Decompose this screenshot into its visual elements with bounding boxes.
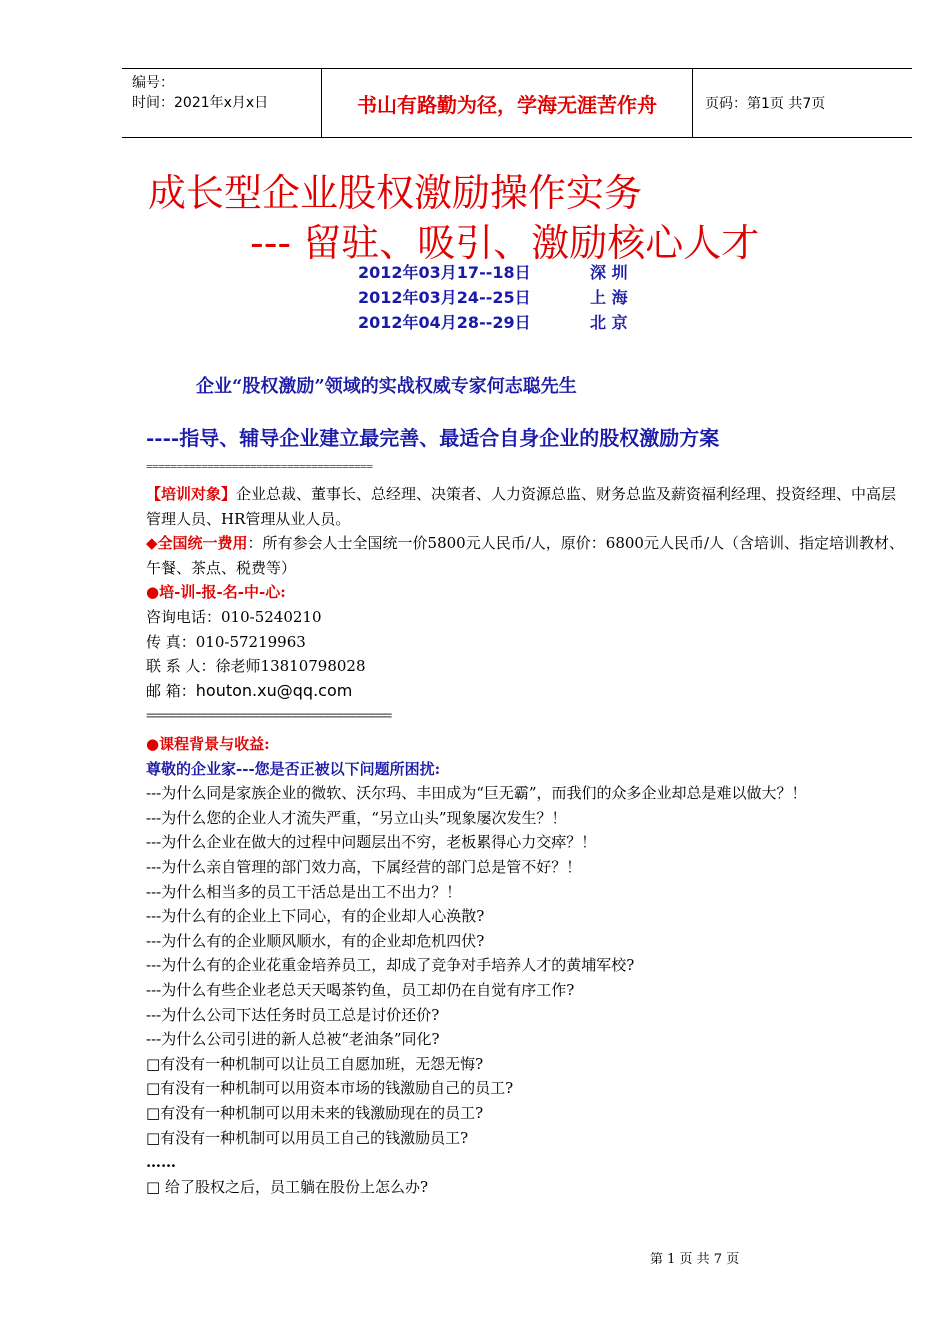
question-item: ---为什么有的企业顺风顺水，有的企业却危机四伏? xyxy=(146,931,485,950)
registration-fax: 传 真：010-57219963 xyxy=(146,632,306,651)
question-item: ---为什么企业在做大的过程中问题层出不穷，老板累得心力交瘁？！ xyxy=(146,833,597,852)
separator-long: ====================================== xyxy=(146,708,391,724)
background-block xyxy=(146,732,906,1199)
check-item: □有没有一种机制可以用员工自己的钱激励员工? xyxy=(146,1128,469,1147)
email-label: 邮 箱： xyxy=(146,681,196,700)
question-item: ---为什么公司引进的新人总被“老油条”同化? xyxy=(146,1030,440,1049)
schedule-row xyxy=(358,310,628,333)
background-intro: 尊敬的企业家---您是否正被以下问题所困扰: xyxy=(146,759,441,778)
main-title-sub: --- 留驻、吸引、激励核心人才 xyxy=(250,221,760,265)
subtitle-expert: 企业“股权激励”领域的实战权威专家何志聪先生 xyxy=(196,376,577,397)
header-meta xyxy=(122,69,322,137)
schedule-date: 2012年03月17--18日 xyxy=(358,263,531,282)
schedule-city: 上 海 xyxy=(590,288,628,307)
question-item: ---为什么公司下达任务时员工总是讨价还价? xyxy=(146,1005,440,1024)
question-item: ---为什么有些企业老总天天喝茶钓鱼，员工却仍在自觉有序工作? xyxy=(146,980,575,999)
check-item-last: □ 给了股权之后，员工躺在股份上怎么办? xyxy=(146,1177,428,1196)
check-item: □有没有一种机制可以用未来的钱激励现在的员工? xyxy=(146,1103,484,1122)
time-label: 时间：2021年x月x日 xyxy=(132,95,269,111)
number-label: 编号： xyxy=(132,75,174,91)
schedule-date: 2012年03月24--25日 xyxy=(358,288,531,307)
registration-label: ●培-训-报-名-中-心: xyxy=(146,583,286,602)
fee-label: ◆全国统一费用 xyxy=(146,534,248,553)
separator-short: ===================================== xyxy=(146,460,373,473)
registration-phone: 咨询电话：010-5240210 xyxy=(146,607,322,626)
schedule-city: 北 京 xyxy=(590,313,628,332)
question-item: ---为什么相当多的员工干活总是出工不出力？！ xyxy=(146,882,462,901)
schedule-row xyxy=(358,260,628,283)
email-link[interactable]: houton.xu@qq.com xyxy=(195,680,353,700)
target-label: 【培训对象】 xyxy=(146,485,237,503)
main-title: 成长型企业股权激励操作实务 xyxy=(148,171,643,215)
check-item: □有没有一种机制可以用资本市场的钱激励自己的员工? xyxy=(146,1079,514,1098)
fee-paragraph xyxy=(146,531,906,580)
fee-text: ：所有参会人士全国统一价5800元人民币/人，原价：6800元人民币/人（含培训、指定培训教材、午餐、茶点、税费等） xyxy=(146,534,905,577)
ellipsis: …… xyxy=(146,1153,176,1172)
question-item: ---为什么同是家族企业的微软、沃尔玛、丰田成为“巨无霸”，而我们的众多企业却总是难以做大？！ xyxy=(146,784,807,803)
schedule-row xyxy=(358,285,628,308)
schedule-date: 2012年04月28--29日 xyxy=(358,313,531,332)
registration-email-row xyxy=(146,679,906,704)
info-block xyxy=(146,482,906,703)
check-item: □有没有一种机制可以让员工自愿加班，无怨无悔? xyxy=(146,1054,484,1073)
header-motto: 书山有路勤为径，学海无涯苦作舟 xyxy=(322,69,693,137)
header-page-label: 页码：第1页 共7页 xyxy=(705,96,826,112)
question-item: ---为什么您的企业人才流失严重，“另立山头”现象屡次发生？！ xyxy=(146,808,567,827)
question-item: ---为什么有的企业上下同心，有的企业却人心涣散? xyxy=(146,907,485,926)
background-label: ●课程背景与收益: xyxy=(146,735,270,753)
target-text: 企业总裁、董事长、总经理、决策者、人力资源总监、财务总监及薪资福利经理、投资经理、中高层管理人员、HR管理从业人员。 xyxy=(146,485,897,528)
question-item: ---为什么亲自管理的部门效力高，下属经营的部门总是管不好？！ xyxy=(146,857,582,876)
question-item: ---为什么有的企业花重金培养员工，却成了竞争对手培养人才的黄埔军校? xyxy=(146,956,635,975)
schedule-city: 深 圳 xyxy=(590,263,628,282)
header-table xyxy=(122,68,912,138)
registration-contact: 联 系 人：徐老师13810798028 xyxy=(146,657,366,676)
subtitle-guidance: ----指导、辅导企业建立最完善、最适合自身企业的股权激励方案 xyxy=(146,426,720,450)
target-paragraph xyxy=(146,482,906,531)
page-footer: 第 1 页 共 7 页 xyxy=(650,1252,740,1267)
